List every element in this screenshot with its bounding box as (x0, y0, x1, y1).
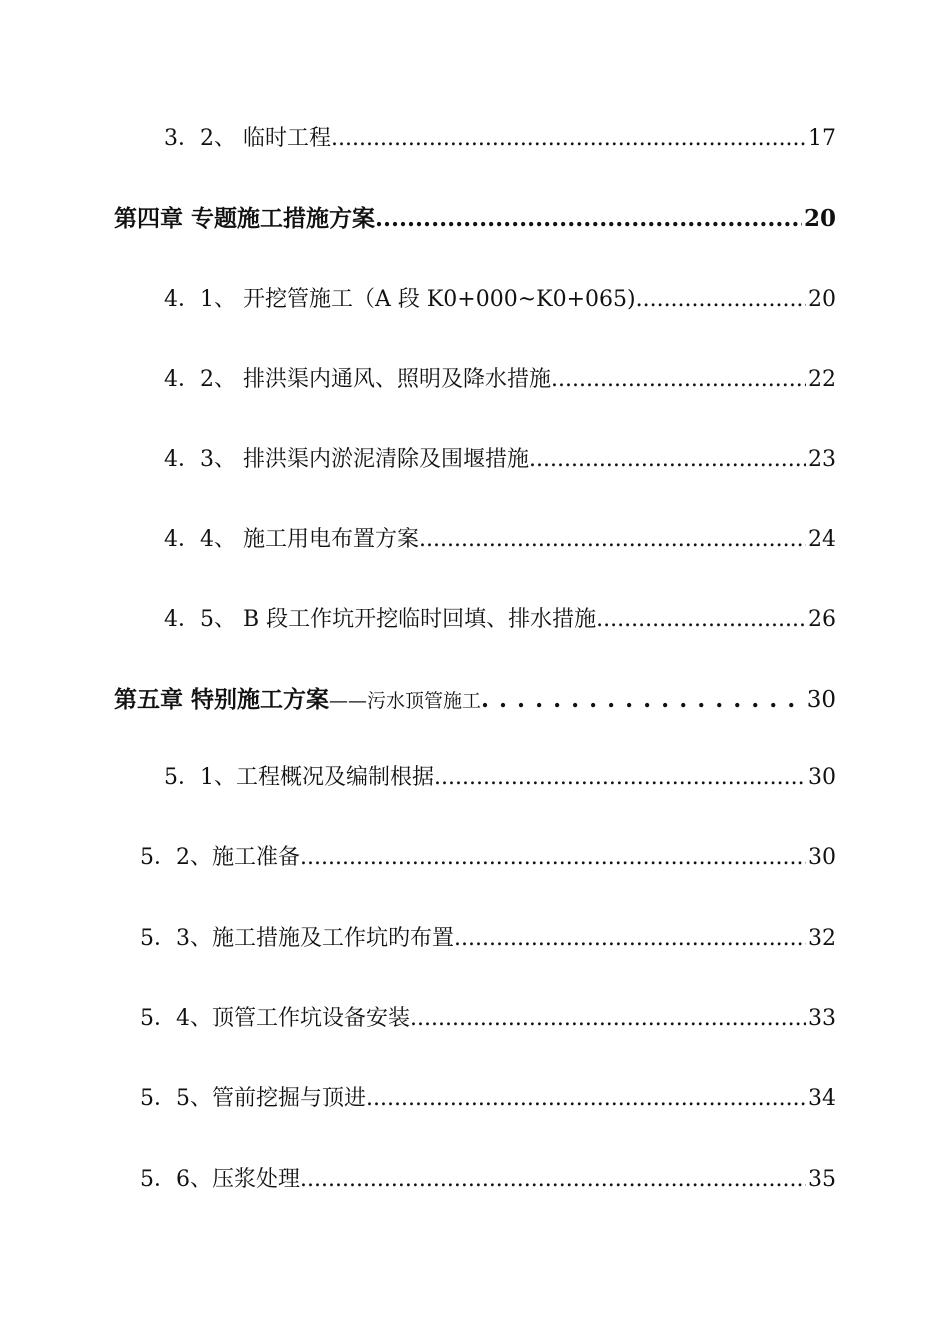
toc-page-number: 23 (808, 447, 836, 472)
toc-dot-leader (375, 199, 802, 239)
toc-entry-title: 4．3、 排洪渠内淤泥清除及围堰措施 (164, 447, 529, 472)
toc-entry-5-2[interactable] (140, 838, 836, 878)
toc-dot-leader (366, 1079, 806, 1119)
toc-entry-5-3[interactable] (140, 919, 836, 959)
toc-page-number: 35 (808, 1167, 836, 1192)
toc-page-number: 26 (808, 607, 836, 632)
toc-entry-5-1[interactable] (164, 758, 836, 798)
toc-entry-title: 5．2、施工准备 (140, 845, 300, 870)
toc-dot-leader (551, 360, 806, 400)
toc-entry-title: 4．2、 排洪渠内通风、照明及降水措施 (164, 367, 551, 392)
toc-entry-title: 5．1、工程概况及编制根据 (164, 765, 434, 790)
toc-page-number: 34 (808, 1086, 836, 1111)
toc-entry-4-1[interactable] (164, 280, 836, 320)
toc-page-number: 20 (803, 205, 836, 232)
toc-page-number: 30 (808, 765, 836, 790)
toc-dot-leader (300, 838, 806, 878)
toc-entry-title: 5．5、管前挖掘与顶进 (140, 1086, 366, 1111)
toc-entry-title: 4．1、 开挖管施工（A 段 K0+000~K0+065) (164, 287, 636, 312)
toc-chapter-title: 第四章 专题施工措施方案 (114, 205, 376, 232)
toc-page-number: 30 (806, 687, 836, 713)
toc-page-number: 32 (808, 926, 836, 951)
toc-chapter-5[interactable] (114, 680, 836, 720)
toc-dot-leader (454, 919, 806, 959)
toc-page-number: 17 (808, 126, 836, 151)
toc-dot-leader (300, 1160, 806, 1200)
toc-page-number: 33 (808, 1006, 836, 1031)
toc-page-number: 24 (808, 527, 836, 552)
toc-entry-4-5[interactable] (164, 600, 836, 640)
toc-chapter-title (114, 680, 481, 721)
toc-page-number: 20 (808, 287, 836, 312)
toc-dot-leader (636, 280, 806, 320)
toc-dot-leader (481, 680, 805, 720)
toc-entry-title: 4．4、 施工用电布置方案 (164, 527, 419, 552)
toc-dot-leader (434, 758, 806, 798)
toc-chapter-subtitle: ——污水顶管施工 (329, 690, 482, 712)
toc-dot-leader (596, 600, 806, 640)
toc-entry-title: 4．5、 B 段工作坑开挖临时回填、排水措施 (164, 607, 597, 632)
toc-entry-title: 5．6、压浆处理 (140, 1167, 300, 1192)
toc-entry-5-5[interactable] (140, 1079, 836, 1119)
toc-dot-leader (331, 119, 806, 159)
toc-entry-4-3[interactable] (164, 440, 836, 480)
toc-dot-leader (419, 520, 806, 560)
toc-dot-leader (410, 999, 806, 1039)
toc-chapter-4[interactable] (114, 199, 836, 239)
toc-entry-4-4[interactable] (164, 520, 836, 560)
toc-entry-title: 3．2、 临时工程 (164, 126, 331, 151)
toc-page-number: 30 (808, 845, 836, 870)
toc-page-number: 22 (808, 367, 836, 392)
toc-entry-5-4[interactable] (140, 999, 836, 1039)
toc-entry-title: 5．3、施工措施及工作坑旳布置 (140, 926, 454, 951)
toc-entry-3-2[interactable] (164, 119, 836, 159)
toc-dot-leader (529, 440, 806, 480)
toc-entry-4-2[interactable] (164, 360, 836, 400)
toc-entry-title: 5．4、顶管工作坑设备安装 (140, 1006, 410, 1031)
toc-chapter-main-title: 第五章 特别施工方案 (114, 686, 330, 713)
toc-entry-5-6[interactable] (140, 1160, 836, 1200)
